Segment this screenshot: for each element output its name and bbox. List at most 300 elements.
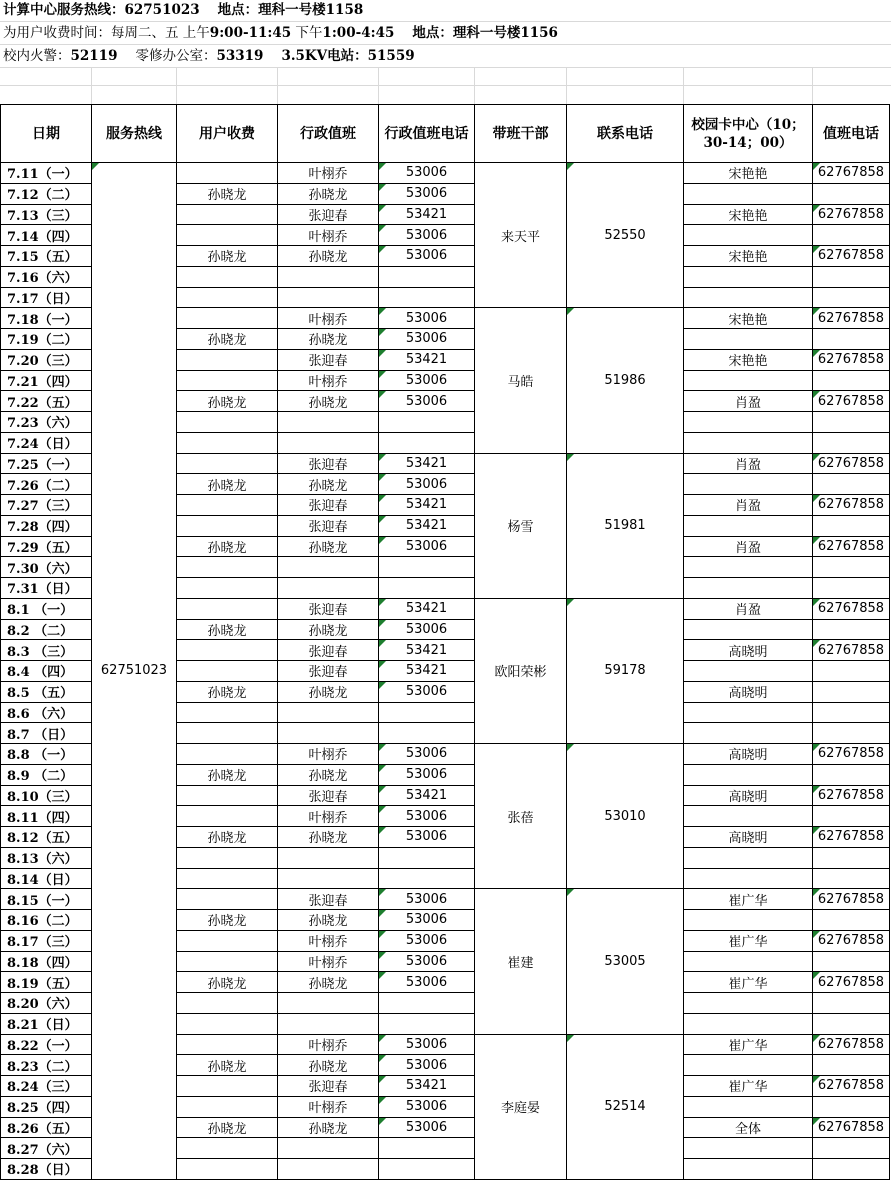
fee-cell: 孙晓龙 [177, 329, 278, 350]
admin-phone-cell [379, 702, 475, 723]
admin-phone-cell [379, 266, 475, 287]
empty-spreadsheet-rows [0, 68, 891, 104]
duty-phone-cell [813, 661, 890, 682]
fee-cell: 孙晓龙 [177, 1055, 278, 1076]
card-center-cell [684, 515, 813, 536]
admin-phone-cell [379, 847, 475, 868]
leader-cell: 张蓓 [475, 744, 567, 889]
admin-phone-cell [379, 578, 475, 599]
admin-cell [278, 432, 379, 453]
date-cell: 7.23（六） [1, 412, 92, 433]
duty-phone-cell: 62767858 [813, 349, 890, 370]
card-center-cell [684, 619, 813, 640]
admin-phone-cell: 53006 [379, 619, 475, 640]
admin-cell [278, 578, 379, 599]
fee-cell [177, 453, 278, 474]
fee-cell [177, 806, 278, 827]
date-cell: 8.1 （一） [1, 598, 92, 619]
fee-cell [177, 868, 278, 889]
duty-phone-cell [813, 1013, 890, 1034]
leader-phone-cell: 51981 [567, 453, 684, 598]
date-cell: 7.30（六） [1, 557, 92, 578]
date-cell: 7.25（一） [1, 453, 92, 474]
fee-cell [177, 515, 278, 536]
card-center-cell: 崔广华 [684, 1034, 813, 1055]
card-center-cell [684, 993, 813, 1014]
card-center-cell [684, 1138, 813, 1159]
fee-cell: 孙晓龙 [177, 183, 278, 204]
fee-cell: 孙晓龙 [177, 1117, 278, 1138]
date-cell: 7.16（六） [1, 266, 92, 287]
admin-cell: 孙晓龙 [278, 536, 379, 557]
col-header-hotline: 服务热线 [92, 105, 177, 163]
date-cell: 8.9 （二） [1, 764, 92, 785]
card-center-cell [684, 287, 813, 308]
leader-cell: 杨雪 [475, 453, 567, 598]
admin-cell: 孙晓龙 [278, 827, 379, 848]
admin-phone-cell: 53006 [379, 225, 475, 246]
leader-phone-cell: 53010 [567, 744, 684, 889]
duty-phone-cell [813, 578, 890, 599]
fee-cell [177, 557, 278, 578]
duty-phone-cell [813, 951, 890, 972]
date-cell: 7.12（二） [1, 183, 92, 204]
admin-cell: 孙晓龙 [278, 329, 379, 350]
leader-cell: 崔建 [475, 889, 567, 1034]
admin-cell: 张迎春 [278, 785, 379, 806]
date-cell: 7.24（日） [1, 432, 92, 453]
duty-phone-cell [813, 1055, 890, 1076]
admin-phone-cell: 53006 [379, 910, 475, 931]
fee-cell [177, 370, 278, 391]
date-cell: 7.31（日） [1, 578, 92, 599]
admin-cell: 孙晓龙 [278, 972, 379, 993]
admin-phone-cell [379, 557, 475, 578]
admin-phone-cell [379, 868, 475, 889]
admin-phone-cell [379, 993, 475, 1014]
fee-cell [177, 1159, 278, 1180]
admin-phone-cell [379, 287, 475, 308]
admin-cell [278, 1138, 379, 1159]
date-cell: 8.2 （二） [1, 619, 92, 640]
admin-phone-cell: 53006 [379, 370, 475, 391]
fee-cell [177, 1034, 278, 1055]
admin-phone-cell: 53006 [379, 744, 475, 765]
duty-phone-cell: 62767858 [813, 930, 890, 951]
duty-phone-cell: 62767858 [813, 1034, 890, 1055]
duty-phone-cell [813, 412, 890, 433]
fee-cell [177, 578, 278, 599]
admin-cell: 孙晓龙 [278, 391, 379, 412]
duty-phone-cell [813, 266, 890, 287]
card-center-cell [684, 1055, 813, 1076]
duty-phone-cell: 62767858 [813, 640, 890, 661]
fee-cell [177, 744, 278, 765]
header-line-emergency [0, 45, 891, 68]
admin-cell [278, 868, 379, 889]
duty-phone-cell [813, 329, 890, 350]
power-label: 3.5KV电站： [281, 48, 368, 64]
admin-cell: 叶栩乔 [278, 308, 379, 329]
duty-phone-cell: 62767858 [813, 598, 890, 619]
hotline-location-label: 地点： [217, 2, 259, 18]
duty-phone-cell [813, 225, 890, 246]
date-cell: 8.11（四） [1, 806, 92, 827]
date-cell: 8.21（日） [1, 1013, 92, 1034]
duty-phone-cell: 62767858 [813, 163, 890, 184]
admin-phone-cell: 53006 [379, 1055, 475, 1076]
date-cell: 8.4 （四） [1, 661, 92, 682]
date-cell: 7.29（五） [1, 536, 92, 557]
admin-cell: 张迎春 [278, 640, 379, 661]
admin-phone-cell: 53006 [379, 474, 475, 495]
card-center-cell [684, 847, 813, 868]
duty-phone-cell [813, 993, 890, 1014]
fee-cell: 孙晓龙 [177, 681, 278, 702]
date-cell: 7.27（三） [1, 495, 92, 516]
fee-cell [177, 287, 278, 308]
leader-phone-cell: 52550 [567, 163, 684, 308]
repair-number: 53319 [216, 48, 264, 64]
duty-phone-cell [813, 1138, 890, 1159]
duty-phone-cell: 62767858 [813, 536, 890, 557]
date-cell: 8.18（四） [1, 951, 92, 972]
date-cell: 8.8 （一） [1, 744, 92, 765]
card-center-cell [684, 225, 813, 246]
date-cell: 7.17（日） [1, 287, 92, 308]
date-cell: 7.19（二） [1, 329, 92, 350]
admin-phone-cell: 53421 [379, 1076, 475, 1097]
card-center-cell: 崔广华 [684, 972, 813, 993]
card-center-cell [684, 1013, 813, 1034]
fee-cell [177, 495, 278, 516]
col-header-fee: 用户收费 [177, 105, 278, 163]
admin-cell: 叶栩乔 [278, 744, 379, 765]
leader-phone-cell: 59178 [567, 598, 684, 743]
admin-cell: 叶栩乔 [278, 1034, 379, 1055]
date-cell: 8.28（日） [1, 1159, 92, 1180]
admin-phone-cell [379, 412, 475, 433]
date-cell: 8.7 （日） [1, 723, 92, 744]
duty-phone-cell [813, 764, 890, 785]
duty-phone-cell [813, 806, 890, 827]
admin-phone-cell [379, 432, 475, 453]
duty-phone-cell: 62767858 [813, 785, 890, 806]
fee-cell: 孙晓龙 [177, 827, 278, 848]
admin-phone-cell: 53006 [379, 1034, 475, 1055]
hotline-label: 计算中心服务热线： [3, 2, 125, 18]
card-center-cell [684, 910, 813, 931]
card-center-cell: 高晓明 [684, 744, 813, 765]
date-cell: 8.26（五） [1, 1117, 92, 1138]
fire-number: 52119 [70, 48, 118, 64]
duty-phone-cell [813, 183, 890, 204]
date-cell: 8.15（一） [1, 889, 92, 910]
fee-cell [177, 1076, 278, 1097]
fee-cell [177, 640, 278, 661]
admin-cell [278, 1159, 379, 1180]
admin-cell [278, 287, 379, 308]
date-cell: 7.11（一） [1, 163, 92, 184]
repair-label: 零修办公室： [135, 48, 217, 64]
fee-location: 理科一号楼1156 [452, 25, 558, 41]
card-center-cell: 宋艳艳 [684, 349, 813, 370]
card-center-cell [684, 329, 813, 350]
duty-phone-cell: 62767858 [813, 495, 890, 516]
card-center-cell: 肖盈 [684, 495, 813, 516]
duty-phone-cell [813, 723, 890, 744]
card-center-cell: 高晓明 [684, 681, 813, 702]
admin-phone-cell: 53006 [379, 889, 475, 910]
card-center-cell [684, 661, 813, 682]
admin-cell: 叶栩乔 [278, 1096, 379, 1117]
duty-phone-cell [813, 474, 890, 495]
admin-cell [278, 266, 379, 287]
card-center-cell [684, 1096, 813, 1117]
duty-phone-cell [813, 1096, 890, 1117]
fee-cell: 孙晓龙 [177, 474, 278, 495]
admin-cell: 张迎春 [278, 1076, 379, 1097]
admin-cell [278, 1013, 379, 1034]
fee-cell [177, 204, 278, 225]
admin-phone-cell [379, 1013, 475, 1034]
admin-cell: 张迎春 [278, 515, 379, 536]
admin-phone-cell [379, 723, 475, 744]
date-cell: 8.5 （五） [1, 681, 92, 702]
col-header-leader: 带班干部 [475, 105, 567, 163]
duty-phone-cell [813, 1159, 890, 1180]
card-center-cell [684, 557, 813, 578]
fee-hours-label: 为用户收费时间：每周二、五 上午 [3, 25, 210, 41]
admin-phone-cell: 53421 [379, 598, 475, 619]
fee-cell: 孙晓龙 [177, 246, 278, 267]
leader-cell: 欧阳荣彬 [475, 598, 567, 743]
fee-cell [177, 598, 278, 619]
col-header-duty-phone: 值班电话 [813, 105, 890, 163]
duty-phone-cell: 62767858 [813, 744, 890, 765]
admin-phone-cell: 53421 [379, 495, 475, 516]
admin-phone-cell: 53006 [379, 536, 475, 557]
admin-phone-cell: 53006 [379, 163, 475, 184]
card-center-cell [684, 412, 813, 433]
date-cell: 8.27（六） [1, 1138, 92, 1159]
admin-cell: 张迎春 [278, 204, 379, 225]
duty-phone-cell: 62767858 [813, 972, 890, 993]
leader-phone-cell: 51986 [567, 308, 684, 453]
admin-cell: 孙晓龙 [278, 910, 379, 931]
table-header-row [1, 105, 890, 163]
leader-phone-cell: 52514 [567, 1034, 684, 1179]
duty-phone-cell: 62767858 [813, 246, 890, 267]
date-cell: 7.18（一） [1, 308, 92, 329]
table-body [1, 163, 890, 1180]
card-center-cell [684, 702, 813, 723]
admin-cell [278, 702, 379, 723]
admin-phone-cell: 53421 [379, 640, 475, 661]
admin-phone-cell: 53006 [379, 806, 475, 827]
admin-phone-cell: 53421 [379, 453, 475, 474]
fee-cell [177, 225, 278, 246]
card-center-cell: 崔广华 [684, 889, 813, 910]
fee-cell [177, 723, 278, 744]
leader-cell: 来天平 [475, 163, 567, 308]
fee-pm-label: 下午 [291, 25, 323, 41]
admin-phone-cell: 53421 [379, 349, 475, 370]
card-center-cell [684, 1159, 813, 1180]
admin-cell: 叶栩乔 [278, 930, 379, 951]
card-center-cell [684, 266, 813, 287]
card-center-cell: 肖盈 [684, 453, 813, 474]
fee-cell [177, 1138, 278, 1159]
fee-location-label: 地点： [412, 25, 453, 41]
date-cell: 8.16（二） [1, 910, 92, 931]
card-center-cell: 崔广华 [684, 1076, 813, 1097]
leader-phone-cell: 53005 [567, 889, 684, 1034]
admin-cell: 叶栩乔 [278, 370, 379, 391]
duty-phone-cell: 62767858 [813, 889, 890, 910]
fee-cell: 孙晓龙 [177, 536, 278, 557]
fire-label: 校内火警： [3, 48, 71, 64]
card-center-cell: 肖盈 [684, 391, 813, 412]
card-center-cell [684, 951, 813, 972]
admin-cell: 孙晓龙 [278, 474, 379, 495]
card-center-cell: 宋艳艳 [684, 163, 813, 184]
admin-phone-cell: 53006 [379, 972, 475, 993]
admin-cell [278, 723, 379, 744]
admin-phone-cell: 53006 [379, 183, 475, 204]
admin-cell [278, 557, 379, 578]
col-header-leader-phone: 联系电话 [567, 105, 684, 163]
admin-cell: 孙晓龙 [278, 246, 379, 267]
table-row [1, 163, 890, 184]
admin-phone-cell: 53421 [379, 785, 475, 806]
admin-cell: 孙晓龙 [278, 1117, 379, 1138]
fee-cell [177, 785, 278, 806]
admin-phone-cell: 53006 [379, 681, 475, 702]
admin-cell: 张迎春 [278, 889, 379, 910]
fee-cell [177, 432, 278, 453]
fee-cell: 孙晓龙 [177, 619, 278, 640]
fee-cell [177, 889, 278, 910]
date-cell: 8.19（五） [1, 972, 92, 993]
card-center-cell: 宋艳艳 [684, 246, 813, 267]
card-center-cell [684, 370, 813, 391]
admin-phone-cell: 53421 [379, 661, 475, 682]
admin-phone-cell: 53006 [379, 329, 475, 350]
date-cell: 8.25（四） [1, 1096, 92, 1117]
duty-phone-cell [813, 370, 890, 391]
date-cell: 7.21（四） [1, 370, 92, 391]
admin-cell: 孙晓龙 [278, 619, 379, 640]
card-center-cell: 肖盈 [684, 598, 813, 619]
card-center-cell [684, 578, 813, 599]
admin-cell: 孙晓龙 [278, 1055, 379, 1076]
fee-cell [177, 412, 278, 433]
duty-phone-cell: 62767858 [813, 827, 890, 848]
duty-schedule-table [0, 104, 890, 1180]
admin-cell [278, 847, 379, 868]
date-cell: 8.3 （三） [1, 640, 92, 661]
card-center-cell: 全体 [684, 1117, 813, 1138]
card-center-cell: 高晓明 [684, 640, 813, 661]
date-cell: 7.28（四） [1, 515, 92, 536]
admin-phone-cell: 53006 [379, 827, 475, 848]
fee-cell [177, 930, 278, 951]
header-line-fee-hours [0, 22, 891, 45]
fee-cell [177, 993, 278, 1014]
date-cell: 8.13（六） [1, 847, 92, 868]
header-line-hotline [0, 0, 891, 22]
duty-phone-cell [813, 432, 890, 453]
admin-phone-cell: 53006 [379, 1096, 475, 1117]
duty-phone-cell [813, 557, 890, 578]
admin-phone-cell [379, 1159, 475, 1180]
admin-cell: 叶栩乔 [278, 951, 379, 972]
admin-cell: 孙晓龙 [278, 681, 379, 702]
admin-phone-cell: 53006 [379, 764, 475, 785]
admin-cell: 张迎春 [278, 453, 379, 474]
date-cell: 8.17（三） [1, 930, 92, 951]
fee-cell [177, 163, 278, 184]
card-center-cell [684, 868, 813, 889]
admin-phone-cell: 53006 [379, 951, 475, 972]
admin-cell: 孙晓龙 [278, 183, 379, 204]
col-header-date: 日期 [1, 105, 92, 163]
card-center-cell: 高晓明 [684, 785, 813, 806]
admin-cell: 张迎春 [278, 349, 379, 370]
duty-phone-cell: 62767858 [813, 1076, 890, 1097]
admin-phone-cell: 53006 [379, 246, 475, 267]
card-center-cell [684, 183, 813, 204]
hotline-location: 理科一号楼1158 [258, 2, 364, 18]
admin-cell [278, 993, 379, 1014]
admin-cell: 叶栩乔 [278, 225, 379, 246]
power-number: 51559 [367, 48, 415, 64]
duty-phone-cell: 62767858 [813, 391, 890, 412]
fee-cell [177, 349, 278, 370]
admin-cell: 张迎春 [278, 598, 379, 619]
duty-phone-cell: 62767858 [813, 453, 890, 474]
card-center-cell [684, 806, 813, 827]
fee-cell: 孙晓龙 [177, 972, 278, 993]
duty-phone-cell [813, 619, 890, 640]
duty-phone-cell [813, 702, 890, 723]
date-cell: 8.10（三） [1, 785, 92, 806]
card-center-cell: 宋艳艳 [684, 308, 813, 329]
duty-phone-cell [813, 287, 890, 308]
admin-phone-cell: 53006 [379, 930, 475, 951]
admin-phone-cell: 53006 [379, 1117, 475, 1138]
card-center-cell [684, 474, 813, 495]
duty-phone-cell [813, 515, 890, 536]
leader-cell: 李庭晏 [475, 1034, 567, 1179]
admin-phone-cell: 53006 [379, 391, 475, 412]
fee-cell [177, 1013, 278, 1034]
admin-cell [278, 412, 379, 433]
fee-cell: 孙晓龙 [177, 391, 278, 412]
card-center-cell: 崔广华 [684, 930, 813, 951]
duty-phone-cell: 62767858 [813, 204, 890, 225]
duty-phone-cell [813, 847, 890, 868]
date-cell: 8.14（日） [1, 868, 92, 889]
duty-phone-cell: 62767858 [813, 308, 890, 329]
card-center-cell [684, 432, 813, 453]
duty-phone-cell [813, 868, 890, 889]
admin-cell: 张迎春 [278, 661, 379, 682]
fee-cell [177, 702, 278, 723]
admin-cell: 张迎春 [278, 495, 379, 516]
card-center-cell: 高晓明 [684, 827, 813, 848]
